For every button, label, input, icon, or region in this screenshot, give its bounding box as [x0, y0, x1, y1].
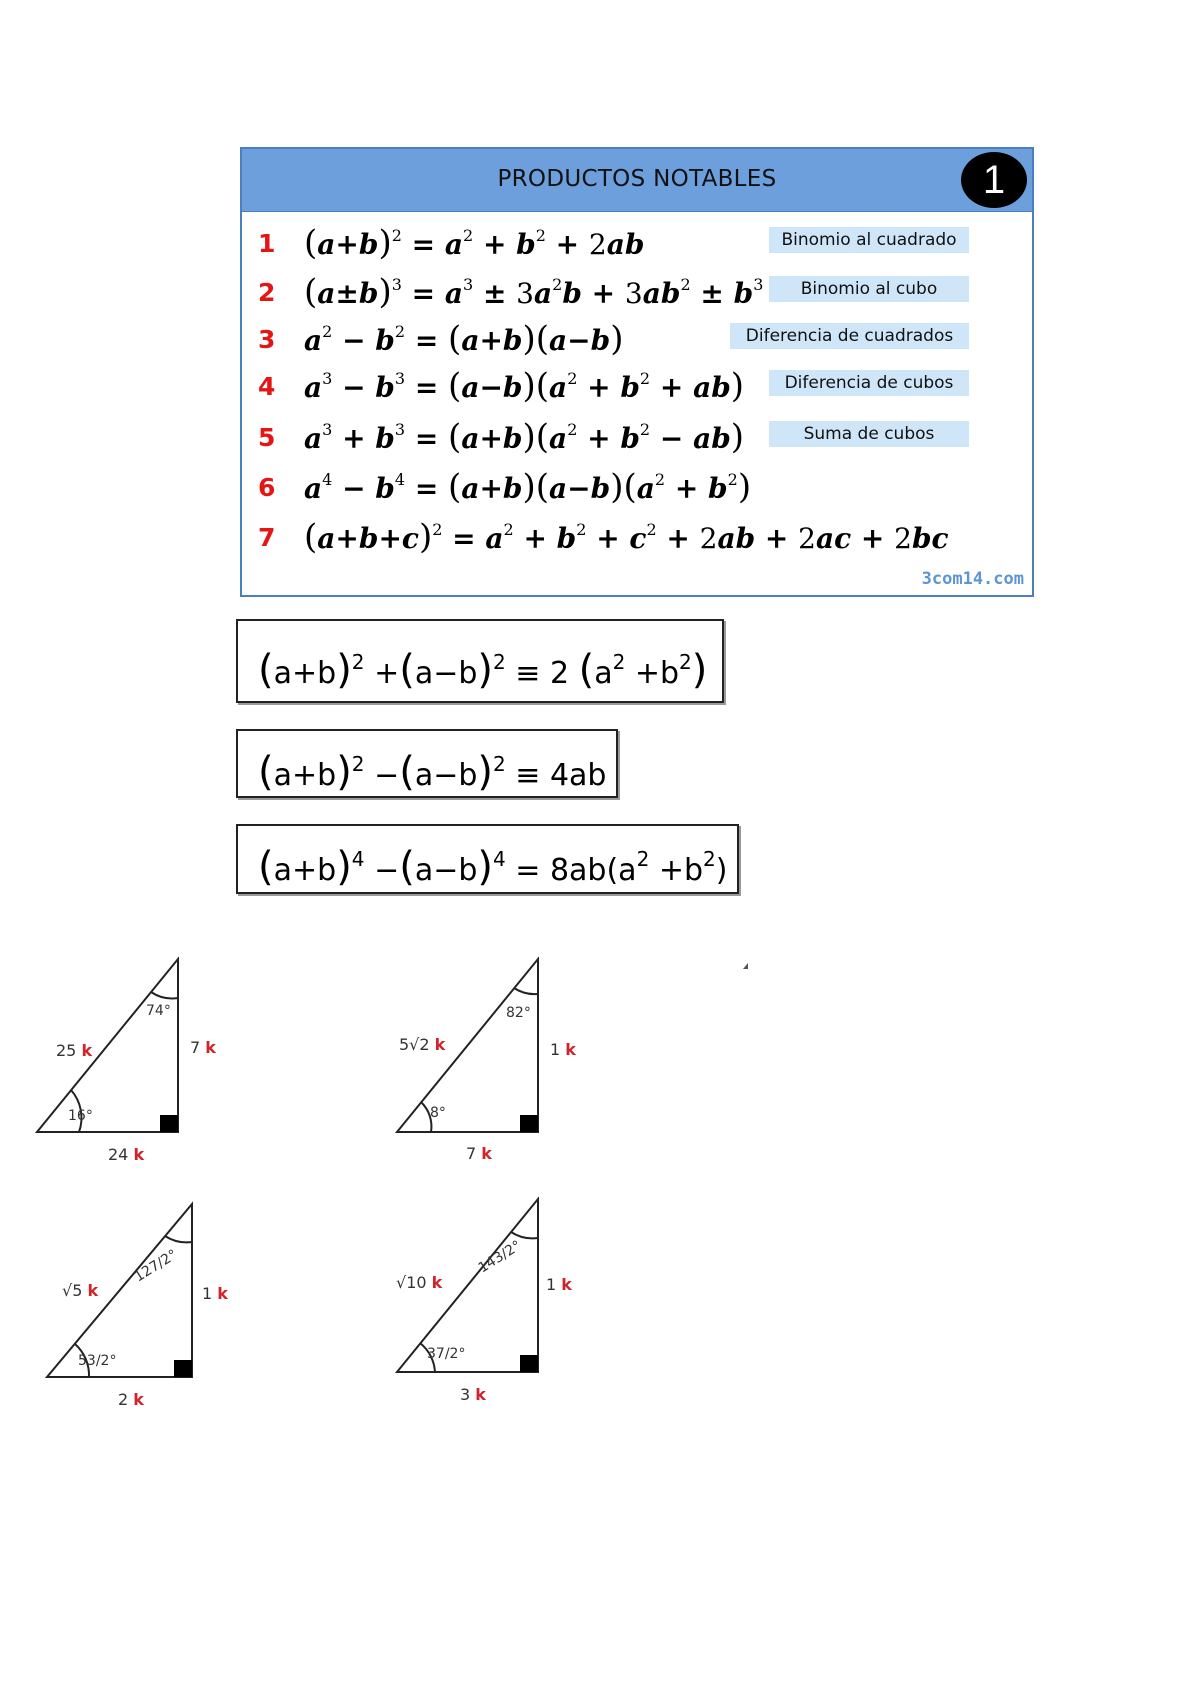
formula-number: 5	[258, 423, 276, 452]
formula-row-5	[242, 417, 1032, 463]
formula-row-4	[242, 366, 1032, 412]
top-angle-label: 74°	[146, 1003, 171, 1019]
right-triangle-4	[390, 1185, 600, 1415]
hypotenuse-label: √5 k	[62, 1281, 99, 1300]
formula-row-3	[242, 319, 1032, 365]
top-angle-label: 82°	[506, 1005, 531, 1021]
leg-label: 1 k	[550, 1040, 576, 1059]
formula-number: 3	[258, 325, 276, 354]
bottom-angle-label: 8°	[430, 1105, 446, 1121]
formula-row-7	[242, 517, 1032, 563]
formula: $(a+b+c)^2 = a^2 + b^2 + c^2 + 2ab + 2ac + 2bc$	[304, 517, 949, 557]
formula-row-1	[242, 223, 1032, 269]
formula: $a^2 - b^2 = (a+b)(a-b)$	[304, 319, 624, 359]
formula-number: 4	[258, 372, 276, 401]
formula-number: 7	[258, 523, 276, 552]
formula-label: Diferencia de cuadrados	[730, 323, 969, 349]
identity-box-sum-of-squares: $(a+b)^2 +(a-b)^2 \equiv 2$ $(a^2 +b^2)$	[236, 619, 724, 703]
formula-number: 6	[258, 473, 276, 502]
formula: $(a+b)^2 = a^2 + b^2 + 2ab$	[304, 223, 645, 263]
top-angle-label: 143/2°	[475, 1237, 525, 1277]
formula-label: Binomio al cuadrado	[769, 227, 969, 253]
formula: $a^4 - b^4 = (a+b)(a-b)(a^2 + b^2)$	[304, 467, 752, 507]
formula-row-2	[242, 272, 1032, 318]
identity-box-difference-of-squares: $(a+b)^2 -(a-b)^2 \equiv 4ab$	[236, 729, 618, 798]
base-label: 24 k	[108, 1145, 145, 1164]
base-label: 3 k	[460, 1385, 486, 1404]
card-number-badge: 1	[961, 152, 1027, 208]
bottom-angle-label: 16°	[68, 1108, 93, 1124]
bottom-angle-label: 53/2°	[78, 1353, 117, 1369]
right-triangle-2	[390, 945, 590, 1175]
formula: $(a\pm b)^3 = a^3 \pm 3a^2b + 3ab^2 \pm b^3$	[304, 272, 764, 312]
card-header	[242, 149, 1032, 212]
watermark: 3com14.com	[921, 569, 1024, 589]
right-triangle-1	[30, 945, 230, 1175]
base-label: 2 k	[118, 1390, 144, 1409]
base-label: 7 k	[466, 1144, 492, 1163]
identity-box-fourth-powers: $(a+b)^4 -(a-b)^4 = 8ab(a^2 +b^2)$	[236, 824, 739, 894]
formula-number: 2	[258, 278, 276, 307]
stray-mark	[742, 962, 750, 970]
leg-label: 7 k	[190, 1038, 216, 1057]
formula: $a^3 - b^3 = (a-b)(a^2 + b^2 + ab)$	[304, 366, 745, 406]
bottom-angle-label: 37/2°	[427, 1346, 466, 1362]
hypotenuse-label: √10 k	[396, 1273, 443, 1292]
leg-label: 1 k	[546, 1275, 572, 1294]
productos-notables-card	[240, 147, 1034, 597]
card-title: PRODUCTOS NOTABLES	[497, 166, 777, 192]
right-triangle-3	[40, 1190, 250, 1420]
formula-number: 1	[258, 229, 276, 258]
leg-label: 1 k	[202, 1284, 228, 1303]
hypotenuse-label: 5√2 k	[399, 1035, 446, 1054]
formula-row-6	[242, 467, 1032, 513]
top-angle-label: 127/2°	[131, 1246, 181, 1286]
formula-label: Binomio al cubo	[769, 276, 969, 302]
formula: $a^3 + b^3 = (a+b)(a^2 + b^2 - ab)$	[304, 417, 745, 457]
hypotenuse-label: 25 k	[56, 1041, 93, 1060]
formula-label: Suma de cubos	[769, 421, 969, 447]
formula-label: Diferencia de cubos	[769, 370, 969, 396]
